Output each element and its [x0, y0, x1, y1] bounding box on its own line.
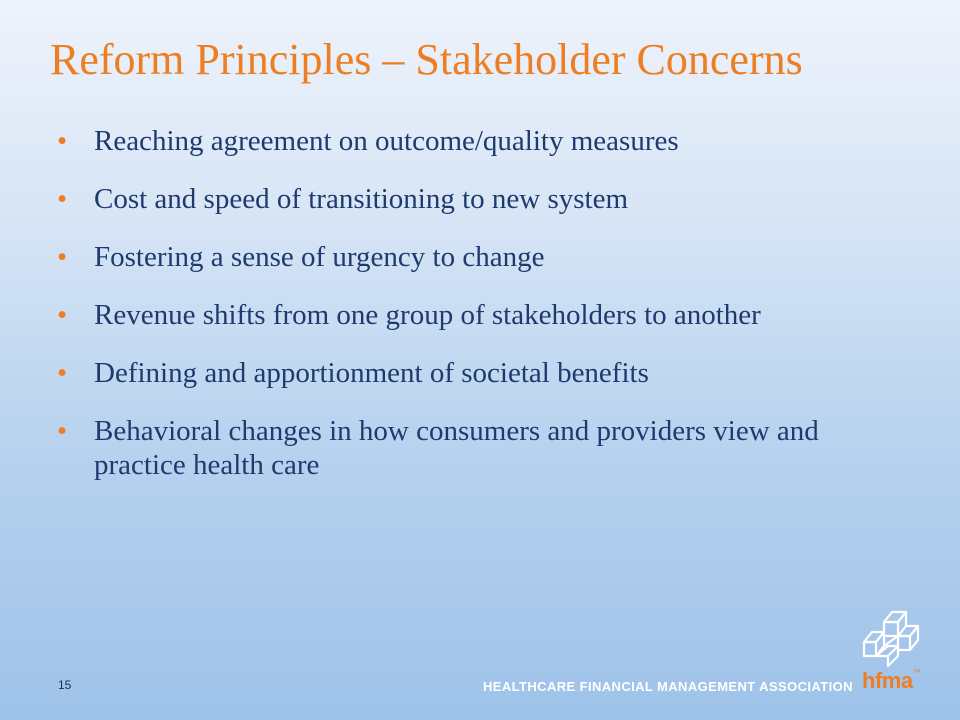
bullet-marker: •	[57, 241, 68, 273]
bullet-marker: •	[57, 299, 68, 331]
bullet-item	[57, 182, 897, 216]
bullet-marker: •	[57, 183, 68, 215]
page-number: 15	[58, 678, 72, 692]
organization-name: HEALTHCARE FINANCIAL MANAGEMENT ASSOCIATION	[483, 679, 853, 694]
bullet-item	[57, 356, 897, 390]
bullet-text: Defining and apportionment of societal benefits	[94, 357, 649, 389]
bullet-list	[57, 124, 897, 506]
hfma-wordmark: hfma	[862, 668, 913, 693]
bullet-text: Cost and speed of transitioning to new system	[94, 183, 629, 215]
slide-title: Reform Principles – Stakeholder Concerns	[50, 35, 803, 84]
hfma-logo-text	[862, 668, 920, 694]
bullet-marker: •	[57, 125, 68, 157]
bullet-text: Revenue shifts from one group of stakeholders to another	[94, 299, 761, 331]
bullet-marker: •	[57, 415, 68, 447]
bullet-item	[57, 240, 897, 274]
trademark-symbol: ™	[912, 668, 921, 677]
bullet-item	[57, 124, 897, 158]
bullet-text: Behavioral changes in how consumers and providers view and practice health care	[94, 415, 819, 481]
bullet-text: Fostering a sense of urgency to change	[94, 241, 545, 273]
bullet-item	[57, 414, 897, 482]
bullet-text: Reaching agreement on outcome/quality measures	[94, 125, 679, 157]
bullet-item	[57, 298, 897, 332]
bullet-marker: •	[57, 357, 68, 389]
hfma-cube-logo-icon	[858, 610, 920, 668]
